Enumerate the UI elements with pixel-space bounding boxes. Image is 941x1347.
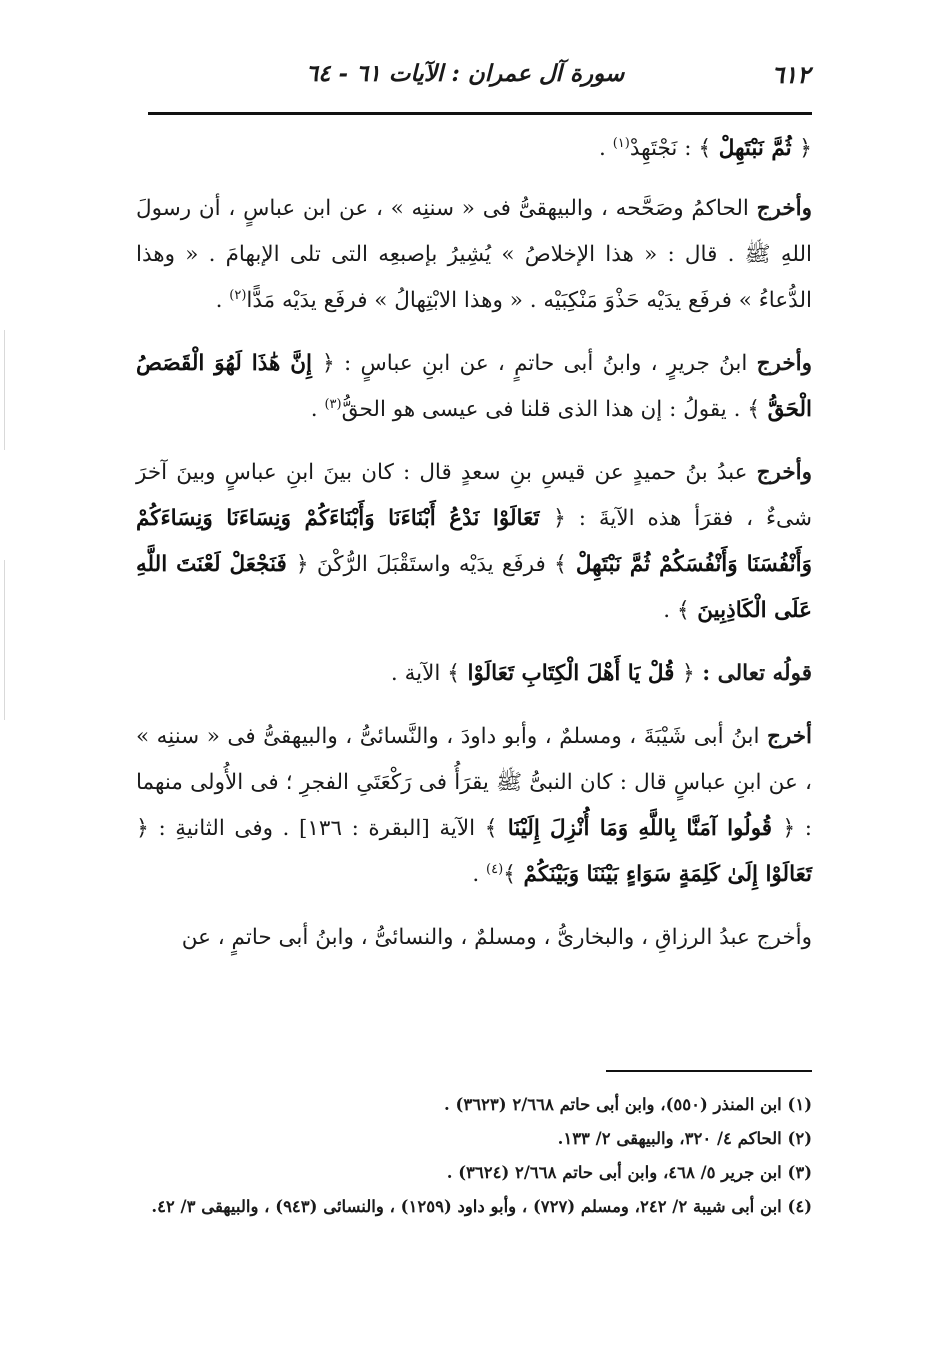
paragraph: [136, 651, 812, 697]
text-run: وأخرج عبدُ الرزاقِ ، والبخارىُّ ، ومسلمٌ ، والنسائىُّ ، وابنُ أبى حاتمٍ ، عن: [181, 925, 812, 950]
running-head: سورة آل عمران : الآيات ٦١ - ٦٤: [305, 60, 625, 87]
page-number: ٦١٢: [771, 60, 810, 89]
footnote-ref: (٣): [324, 396, 342, 412]
ornate-bracket: ﴾: [447, 661, 461, 686]
footnote: (٢) الحاكم ٤/ ٣٢٠، والبيهقى ٢/ ١٣٣.: [557, 1129, 812, 1148]
body-text: [136, 126, 812, 978]
paragraph: [136, 341, 812, 433]
footnote: (١) ابن المنذر (٥٥٠)، وابن أبى حاتم ٢/٦٦٨ (٣٦٢٣) .: [444, 1095, 812, 1114]
ornate-bracket: ﴿: [295, 552, 309, 577]
lead-word: أخرج: [766, 724, 812, 749]
quran-quote: إِنَّ هَٰذَا لَهُوَ الْقَصَصُ الْحَقُّ: [136, 351, 812, 422]
text-run: .: [599, 136, 613, 161]
paragraph: [136, 915, 812, 961]
ornate-bracket: ﴿: [799, 136, 812, 161]
ornate-bracket: ﴿: [681, 661, 695, 686]
paragraph: [136, 450, 812, 634]
ornate-bracket: ﴾: [503, 862, 517, 887]
text-run: عبدُ بنُ حميدٍ عن قيسِ بنِ سعدٍ قال : كان بينَ ابنِ عباسٍ وبينَ آخرَ شىءٌ ، فقرَأ هذه الآيةَ :: [136, 460, 812, 531]
ornate-bracket: ﴿: [136, 816, 149, 841]
text-run: . يقولُ : إن هذا الذى قلنا فى عيسى هو الحقُّ: [341, 397, 748, 422]
header-rule: [148, 112, 812, 115]
ornate-bracket: ﴾: [484, 816, 498, 841]
text-run: .: [310, 397, 325, 422]
text-run: الآية .: [390, 661, 448, 686]
scan-edge-mark: [4, 330, 5, 450]
scan-edge-mark: [4, 560, 5, 720]
lead-word: وأخرج: [756, 196, 812, 221]
ornate-bracket: ﴾: [747, 397, 761, 422]
lead-word: قولُه تعالى :: [694, 661, 812, 686]
page-header: [150, 58, 810, 98]
footnotes: [120, 1088, 812, 1224]
quran-quote: تَعَالَوْا نَدْعُ أَبْنَاءَنَا وَأَبْنَاءَكُمْ وَنِسَاءَنَا وَنِسَاءَكُمْ وَأَنْفُسَنَا وَأَنْفُسَكُمْ ثُمَّ نَبْتَهِلْ: [136, 506, 813, 577]
text-run: : نَجْتَهِدْ: [629, 136, 699, 161]
quran-quote: قُلْ يَا أَهْلَ الْكِتَابِ تَعَالَوْا: [460, 661, 682, 686]
text-run: فرفَع يدَيْه واستَقْبَلَ الرُّكْنَ: [308, 552, 555, 577]
paragraph: [136, 186, 812, 324]
footnote-ref: (٢): [229, 287, 247, 303]
lead-word: وأخرج: [756, 460, 812, 485]
ornate-bracket: ﴿: [321, 351, 335, 376]
ornate-bracket: ﴾: [676, 598, 690, 623]
text-run: .: [472, 862, 487, 887]
text-run: الحاكمُ وصَحَّحه ، والبيهقىُّ فى « سننِه » ، عن ابن عباسٍ ، أن رسولَ اللهِ ﷺ . قال : « هذا الإخلاصُ » يُشِيرُ بإصبعِه التى تلى الإبهامَ . « وهذا الدُّعاءُ » فرفَع يدَيْه حَذْوَ مَنْكِبَيْه . « وهذا الابْتِهالُ » فرفَع يدَيْه مَدًّا: [136, 196, 812, 313]
paragraph: [136, 126, 812, 172]
quran-quote: فَنَجْعَلْ لَعْنَتَ اللَّهِ عَلَى الْكَاذِبِينَ: [136, 552, 812, 623]
lead-word: وأخرج: [756, 351, 812, 376]
footnote-separator: [606, 1070, 812, 1072]
footnote-ref: (٤): [486, 861, 504, 877]
ornate-bracket: ﴾: [698, 136, 712, 161]
quran-quote: قُولُوا آمَنَّا بِاللَّهِ وَمَا أُنْزِلَ إِلَيْنَا: [497, 816, 783, 841]
text-run: ابنُ جريرٍ ، وابنُ أبى حاتمٍ ، عن ابنِ عباسٍ :: [334, 351, 757, 376]
quran-quote: ثُمَّ نَبْتَهِلْ: [711, 136, 800, 161]
footnote-ref: (١): [612, 135, 630, 151]
ornate-bracket: ﴿: [782, 816, 796, 841]
ornate-bracket: ﴾: [554, 552, 567, 577]
ornate-bracket: ﴿: [552, 506, 566, 531]
quran-quote: تَعَالَوْا إِلَىٰ كَلِمَةٍ سَوَاءٍ بَيْنَنَا وَبَيْنَكُمْ: [516, 862, 812, 887]
text-run: .: [215, 288, 230, 313]
text-run: ابنُ أبى شَيْبَةَ ، ومسلمٌ ، وأبو داودَ ، والنَّسائىُّ ، والبيهقىُّ فى « سننِه » ، عن ابنِ عباسٍ قال : كان النبىُّ ﷺ يقرَأُ فى رَكْعَتَىِ الفجرِ ؛ فى الأُولى منهما :: [136, 724, 813, 841]
text-run: الآية [البقرة : ١٣٦] . وفى الثانيةِ :: [148, 816, 485, 841]
footnote: (٤) ابن أبى شيبة ٢/ ٢٤٢، ومسلم (٧٢٧) ، وأبو داود (١٢٥٩) ، والنسائى (٩٤٣) ، والبيهقى ٣/ ٤٢.: [151, 1197, 812, 1216]
footnote: (٣) ابن جرير ٥/ ٤٦٨، وابن أبى حاتم ٢/٦٦٨ (٣٦٢٤) .: [446, 1163, 812, 1182]
paragraph: [136, 714, 812, 898]
text-run: .: [663, 598, 677, 623]
